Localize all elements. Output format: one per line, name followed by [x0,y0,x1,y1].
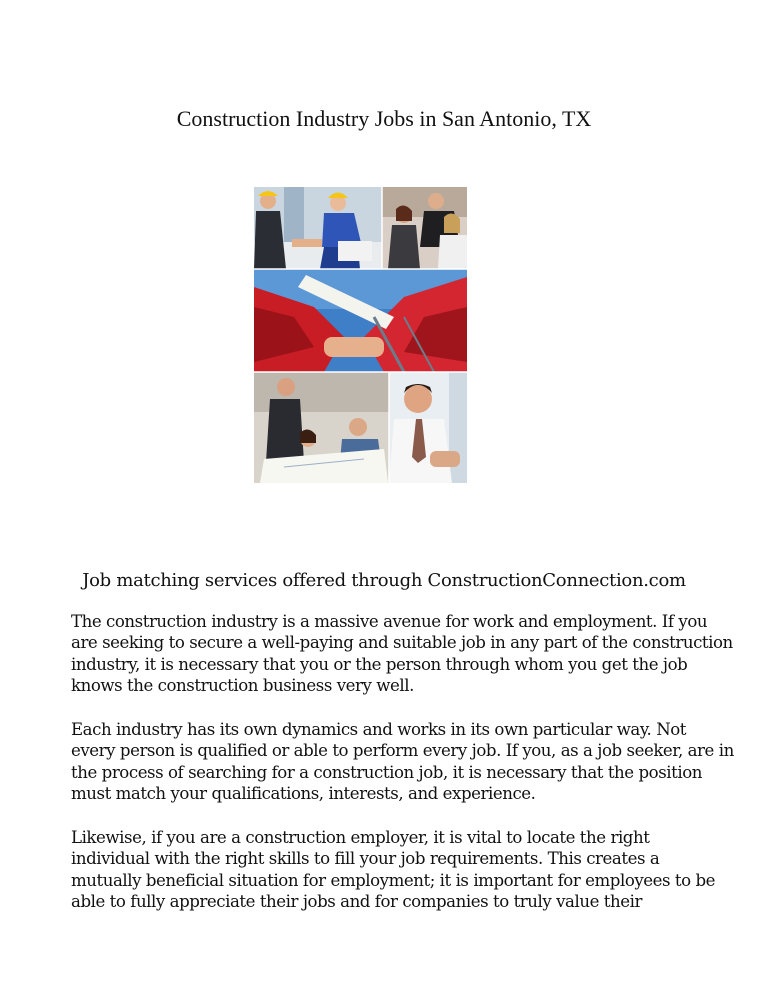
paragraph-line: the process of searching for a construction job, it is necessary that the position [71,762,702,782]
paragraph-line: must match your qualifications, interests, and experience. [71,784,536,804]
paragraph-line: able to fully appreciate their jobs and for companies to truly value their [71,892,642,912]
paragraph-line: every person is qualified or able to perform every job. If you, as a job seeker, are in [71,741,734,761]
collage-photo-smiling-businessman [389,372,467,483]
paragraph-line: Each industry has its own dynamics and works in its own particular way. Not [71,720,687,739]
document-subtitle: Job matching services offered through ConstructionConnection.com [82,570,686,591]
photo-collage [254,187,467,483]
paragraph-2 [71,719,734,805]
collage-photo-reviewing-plans [254,372,389,483]
paragraph-line: are seeking to secure a well-paying and suitable job in any part of the construction [71,633,733,653]
paragraph-line: The construction industry is a massive avenue for work and employment. If you [71,612,708,631]
collage-photo-workers-handshake [254,269,467,372]
paragraph-line: Likewise, if you are a construction employer, it is vital to locate the right [71,828,650,847]
paragraph-1 [71,611,733,697]
paragraph-3 [71,827,716,913]
paragraph-line: mutually beneficial situation for employment; it is important for employees to be [71,870,716,890]
paragraph-line: individual with the right skills to fill your job requirements. This creates a [71,849,660,869]
collage-photo-hardhats-handshake [254,187,382,269]
paragraph-line: knows the construction business very well. [71,676,414,696]
collage-photo-office-meeting [382,187,467,269]
document-title: Construction Industry Jobs in San Antonio, TX [176,106,592,131]
paragraph-line: industry, it is necessary that you or the person through whom you get the job [71,654,688,674]
